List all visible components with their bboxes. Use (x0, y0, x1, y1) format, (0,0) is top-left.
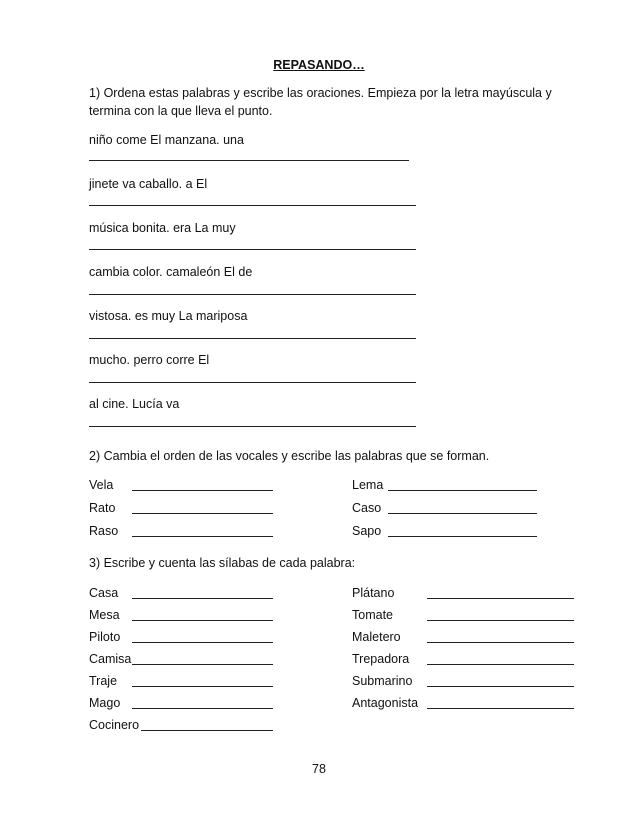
word-label: Caso (352, 501, 382, 515)
answer-line[interactable] (132, 513, 273, 514)
word-label: Tomate (352, 608, 393, 622)
word-label: Casa (89, 586, 119, 600)
answer-line[interactable] (388, 536, 537, 537)
answer-line[interactable] (132, 708, 273, 709)
page-title: REPASANDO… (273, 58, 365, 72)
answer-line[interactable] (132, 664, 273, 665)
sentence-item: cambia color. camaleón El de (89, 265, 253, 279)
word-label: Rato (89, 501, 116, 515)
sentence-item: música bonita. era La muy (89, 221, 236, 235)
word-label: Plátano (352, 586, 395, 600)
word-label: Traje (89, 674, 118, 688)
answer-line[interactable] (427, 642, 574, 643)
answer-line[interactable] (427, 708, 574, 709)
sentence-item: vistosa. es muy La mariposa (89, 309, 248, 323)
sentence-item: mucho. perro corre El (89, 353, 210, 367)
word-label: Piloto (89, 630, 121, 644)
word-label: Lema (352, 478, 384, 492)
page-number: 78 (312, 762, 326, 776)
section1-instruction: 1) Ordena estas palabras y escribe las oraciones. Empieza por la letra mayúscula y termina con la que lleva el punto. (89, 86, 552, 118)
answer-line[interactable] (388, 490, 537, 491)
answer-line[interactable] (89, 338, 416, 339)
answer-line[interactable] (132, 642, 273, 643)
word-label: Maletero (352, 630, 401, 644)
section2-instruction: 2) Cambia el orden de las vocales y escribe las palabras que se forman. (89, 449, 490, 463)
word-label: Camisa (89, 652, 132, 666)
answer-line[interactable] (89, 160, 409, 161)
answer-line[interactable] (141, 730, 273, 731)
sentence-item: al cine. Lucía va (89, 397, 180, 411)
word-label: Cocinero (89, 718, 140, 732)
word-label: Mago (89, 696, 121, 710)
word-label: Vela (89, 478, 114, 492)
answer-line[interactable] (132, 686, 273, 687)
answer-line[interactable] (89, 249, 416, 250)
answer-line[interactable] (388, 513, 537, 514)
answer-line[interactable] (89, 426, 416, 427)
word-label: Antagonista (352, 696, 419, 710)
sentence-item: niño come El manzana. una (89, 133, 244, 147)
answer-line[interactable] (427, 664, 574, 665)
answer-line[interactable] (89, 382, 416, 383)
answer-line[interactable] (132, 598, 273, 599)
answer-line[interactable] (132, 620, 273, 621)
answer-line[interactable] (427, 598, 574, 599)
answer-line[interactable] (132, 536, 273, 537)
word-label: Submarino (352, 674, 413, 688)
answer-line[interactable] (89, 205, 416, 206)
word-label: Sapo (352, 524, 382, 538)
word-label: Trepadora (352, 652, 410, 666)
word-label: Mesa (89, 608, 120, 622)
answer-line[interactable] (427, 620, 574, 621)
answer-line[interactable] (89, 294, 416, 295)
word-label: Raso (89, 524, 119, 538)
section3-instruction: 3) Escribe y cuenta las sílabas de cada palabra: (89, 556, 356, 570)
answer-line[interactable] (427, 686, 574, 687)
answer-line[interactable] (132, 490, 273, 491)
sentence-item: jinete va caballo. a El (89, 177, 208, 191)
